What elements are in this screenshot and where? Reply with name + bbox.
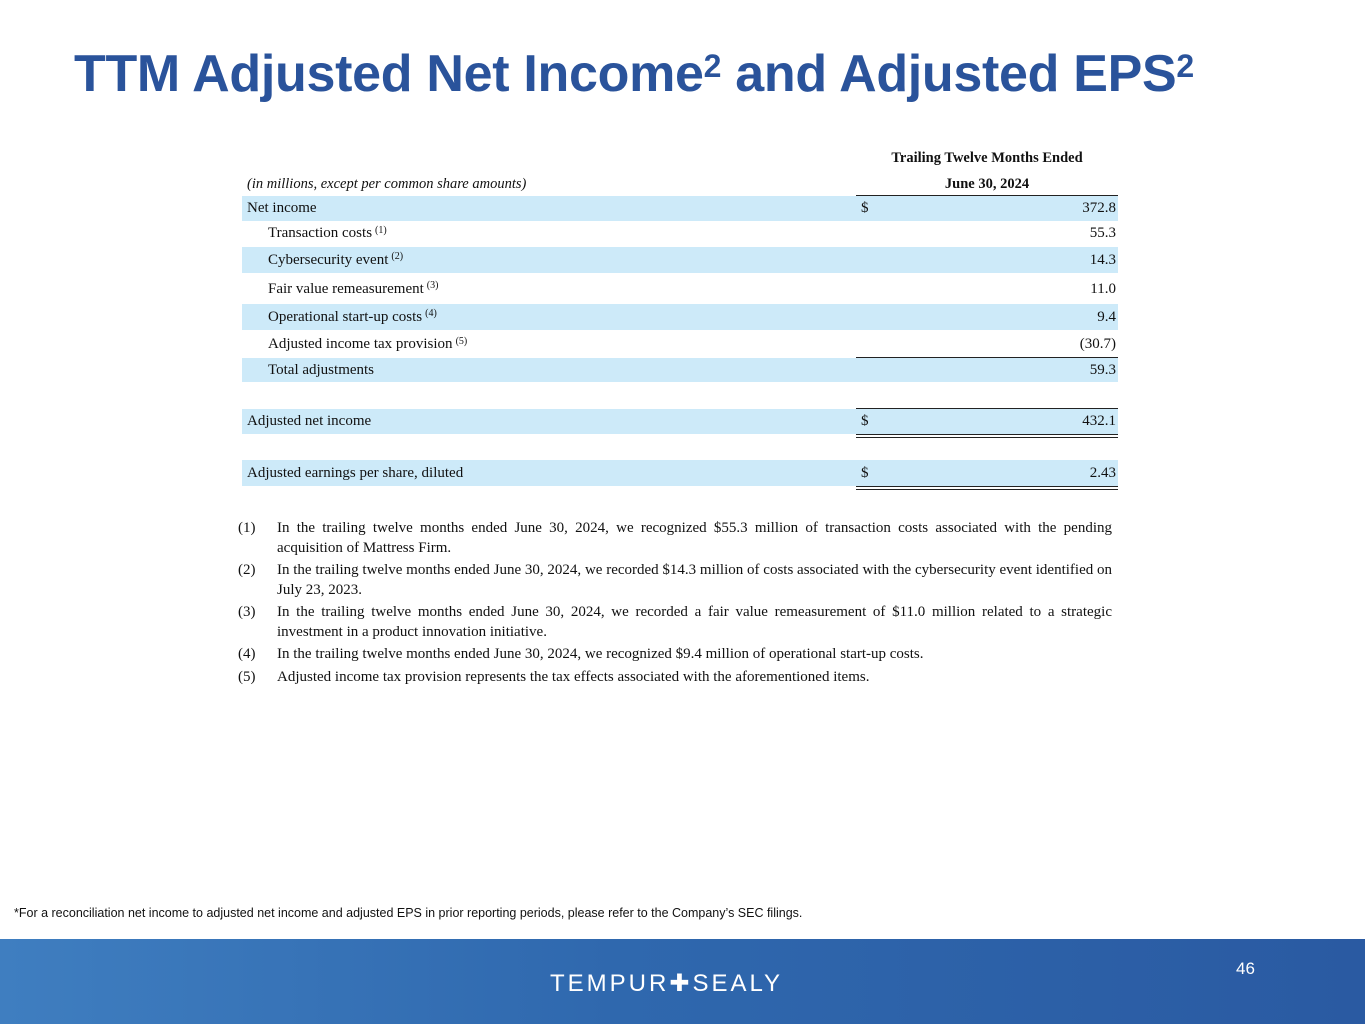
row-value: 372.8 <box>1082 200 1116 216</box>
row-label: Adjusted earnings per share, diluted <box>247 465 464 481</box>
slide-title <box>74 44 1194 104</box>
note-text: In the trailing twelve months ended June 30, 2024, we recognized $9.4 million of operational start-up costs. <box>277 646 924 662</box>
row-value: 59.3 <box>1089 362 1116 378</box>
row-value: 432.1 <box>1082 413 1116 429</box>
column-header-period: Trailing Twelve Months Ended <box>891 150 1083 166</box>
double-underline <box>856 434 1118 438</box>
dollar-sign: $ <box>861 465 869 481</box>
row-value: 9.4 <box>1097 309 1116 325</box>
row-note-ref: (1) <box>375 225 387 236</box>
table-row-adjusted-net-income <box>242 409 1118 434</box>
title-superscript: 2 <box>1176 48 1194 84</box>
dollar-sign: $ <box>861 200 869 216</box>
row-note-ref: (2) <box>391 251 404 262</box>
note-number: (1) <box>238 520 256 536</box>
row-label: Adjusted income tax provision <box>268 336 453 352</box>
table-row-tax-provision <box>242 332 1118 357</box>
title-superscript: 2 <box>703 48 722 84</box>
row-note-ref: (4) <box>425 308 437 319</box>
row-value: 14.3 <box>1089 252 1116 268</box>
dollar-sign: $ <box>861 413 869 429</box>
row-label-wrap <box>268 247 403 273</box>
note-text: Adjusted income tax provision represents the tax effects associated with the aforementioned items. <box>277 668 870 685</box>
page-number: 46 <box>1236 959 1255 978</box>
row-label: Net income <box>247 200 317 216</box>
column-header-date: June 30, 2024 <box>944 176 1030 192</box>
row-label: Fair value remeasurement <box>268 281 424 297</box>
row-value: 2.43 <box>1089 465 1116 481</box>
table-row-startup-costs <box>242 304 1118 330</box>
note-text: In the trailing twelve months ended June 30, 2024, we recognized $55.3 million of transaction costs associated with the pending acquisition of Mattress Firm. <box>277 520 1112 556</box>
note-item <box>238 561 1112 600</box>
note-number: (5) <box>238 668 256 685</box>
units-note: (in millions, except per common share amounts) <box>247 176 527 192</box>
row-label-wrap <box>268 276 438 302</box>
note-number: (2) <box>238 562 256 578</box>
title-part-net-income: TTM Adjusted Net Income <box>74 45 704 103</box>
table-notes <box>238 519 1112 690</box>
row-note-ref: (5) <box>455 336 468 347</box>
note-item <box>238 645 1112 665</box>
row-value: 55.3 <box>1089 225 1116 241</box>
note-item <box>238 519 1112 558</box>
table-row-adjusted-eps <box>242 460 1118 486</box>
table-row-total-adjustments <box>242 358 1118 382</box>
row-label: Operational start-up costs <box>268 309 423 325</box>
note-text: In the trailing twelve months ended June 30, 2024, we recorded a fair value remeasurement of $11.0 million related to a strategic investment in a product innovation initiative. <box>277 604 1112 640</box>
note-text: In the trailing twelve months ended June 30, 2024, we recorded $14.3 million of costs associated with the cybersecurity event identified on July 23, 2023. <box>277 562 1112 598</box>
row-label: Transaction costs <box>268 225 373 241</box>
note-number: (3) <box>238 604 256 620</box>
table-row-cybersecurity-event <box>242 247 1118 273</box>
row-label-wrap <box>268 221 387 246</box>
brand-logo: TEMPUR✚SEALY <box>550 970 784 997</box>
note-item <box>238 668 1112 688</box>
row-label-wrap <box>268 332 467 357</box>
table-row-net-income <box>242 196 1118 221</box>
table-row-fair-value <box>242 276 1118 302</box>
note-item <box>238 603 1112 642</box>
row-value: (30.7) <box>1079 336 1116 352</box>
table-row-transaction-costs <box>242 221 1118 246</box>
row-label-wrap <box>268 304 437 330</box>
title-part-eps: and Adjusted EPS <box>721 45 1177 103</box>
row-value: 11.0 <box>1090 281 1116 297</box>
note-number: (4) <box>238 646 256 662</box>
row-label: Adjusted net income <box>247 413 372 429</box>
row-label: Total adjustments <box>268 362 375 378</box>
row-label: Cybersecurity event <box>268 252 389 268</box>
footnote: *For a reconciliation net income to adjusted net income and adjusted EPS in prior reporting periods, please refer to the Company’s SEC filings. <box>14 906 803 920</box>
double-underline <box>856 486 1118 490</box>
row-note-ref: (3) <box>426 280 439 291</box>
